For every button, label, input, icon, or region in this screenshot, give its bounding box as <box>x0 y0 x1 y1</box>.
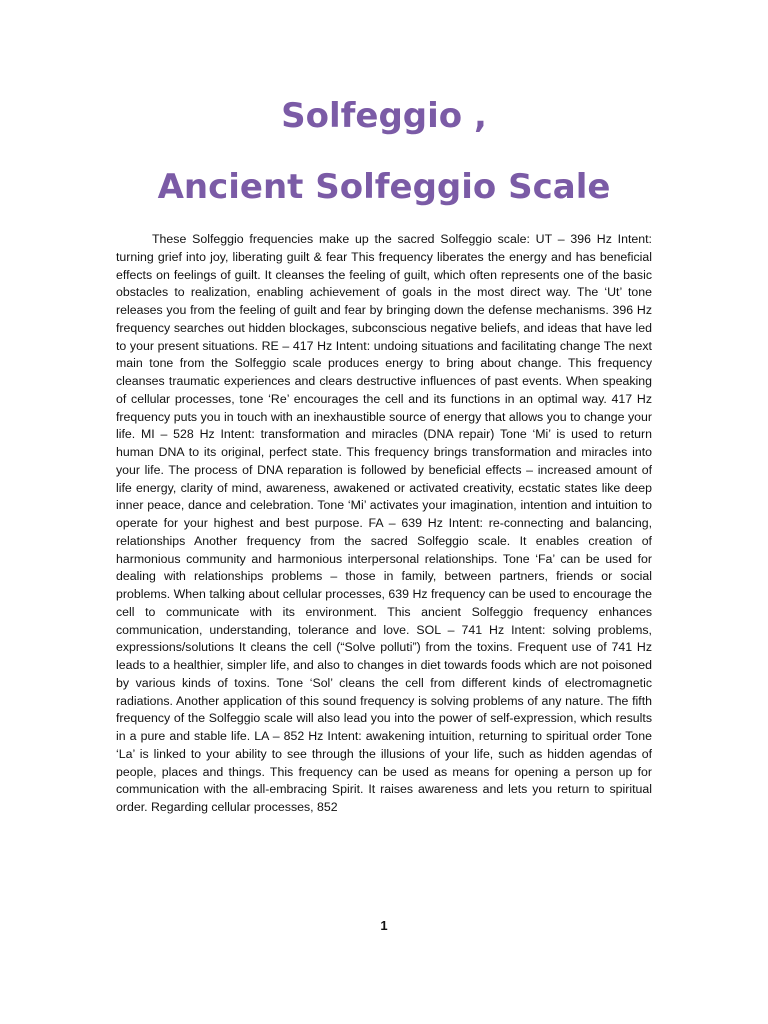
page-number: 1 <box>380 918 388 933</box>
body-paragraph: These Solfeggio frequencies make up the sacred Solfeggio scale: UT – 396 Hz Intent: turning grief into joy, liberating guilt & fear This frequency liberates the energy and has beneficial effects on feelings of guilt. It cleanses the feeling of guilt, which often represents one of the basic obstacles to realization, enabling achievement of goals in the most direct way. The ‘Ut’ tone releases you from the feeling of guilt and fear by bringing down the defense mechanisms. 396 Hz frequency searches out hidden blockages, subconscious negative beliefs, and ideas that have led to your present situations. RE – 417 Hz Intent: undoing situations and facilitating change The next main tone from the Solfeggio scale produces energy to bring about change. This frequency cleanses traumatic experiences and clears destructive influences of past events. When speaking of cellular processes, tone ‘Re’ encourages the cell and its functions in an optimal way. 417 Hz frequency puts you in touch with an inexhaustible source of energy that allows you to change your life. MI – 528 Hz Intent: transformation and miracles (DNA repair) Tone ‘Mi’ is used to return human DNA to its original, perfect state. This frequency brings transformation and miracles into your life. The process of DNA reparation is followed by beneficial effects – increased amount of life energy, clarity of mind, awareness, awakened or activated creativity, ecstatic states like deep inner peace, dance and celebration. Tone ‘Mi’ activates your imagination, intention and intuition to operate for your highest and best purpose. FA – 639 Hz Intent: re-connecting and balancing, relationships Another frequency from the sacred Solfeggio scale. It enables creation of harmonious community and harmonious interpersonal relationships. Tone ‘Fa’ can be used for dealing with relationships problems – those in family, between partners, friends or social problems. When talking about cellular processes, 639 Hz frequency can be used to encourage the cell to communicate with its environment. This ancient Solfeggio frequency enhances communication, understanding, tolerance and love. SOL – 741 Hz Intent: solving problems, expressions/solutions It cleans the cell (“Solve polluti”) from the toxins. Frequent use of 741 Hz leads to a healthier, simpler life, and also to changes in diet towards foods which are not poisoned by various kinds of toxins. Tone ‘Sol’ cleans the cell from different kinds of electromagnetic radiations. Another application of this sound frequency is solving problems of any nature. The fifth frequency of the Solfeggio scale will also lead you into the power of self-expression, which results in a pure and stable life. LA – 852 Hz Intent: awakening intuition, returning to spiritual order Tone ‘La’ is linked to your ability to see through the illusions of your life, such as hidden agendas of people, places and things. This frequency can be used as means for opening a person up for communication with the all-embracing Spirit. It raises awareness and lets you return to spiritual order. Regarding cellular processes, 852 <box>116 232 652 814</box>
title-line-2: Ancient Solfeggio Scale <box>157 167 611 207</box>
title-line-1: Solfeggio , <box>281 96 487 136</box>
